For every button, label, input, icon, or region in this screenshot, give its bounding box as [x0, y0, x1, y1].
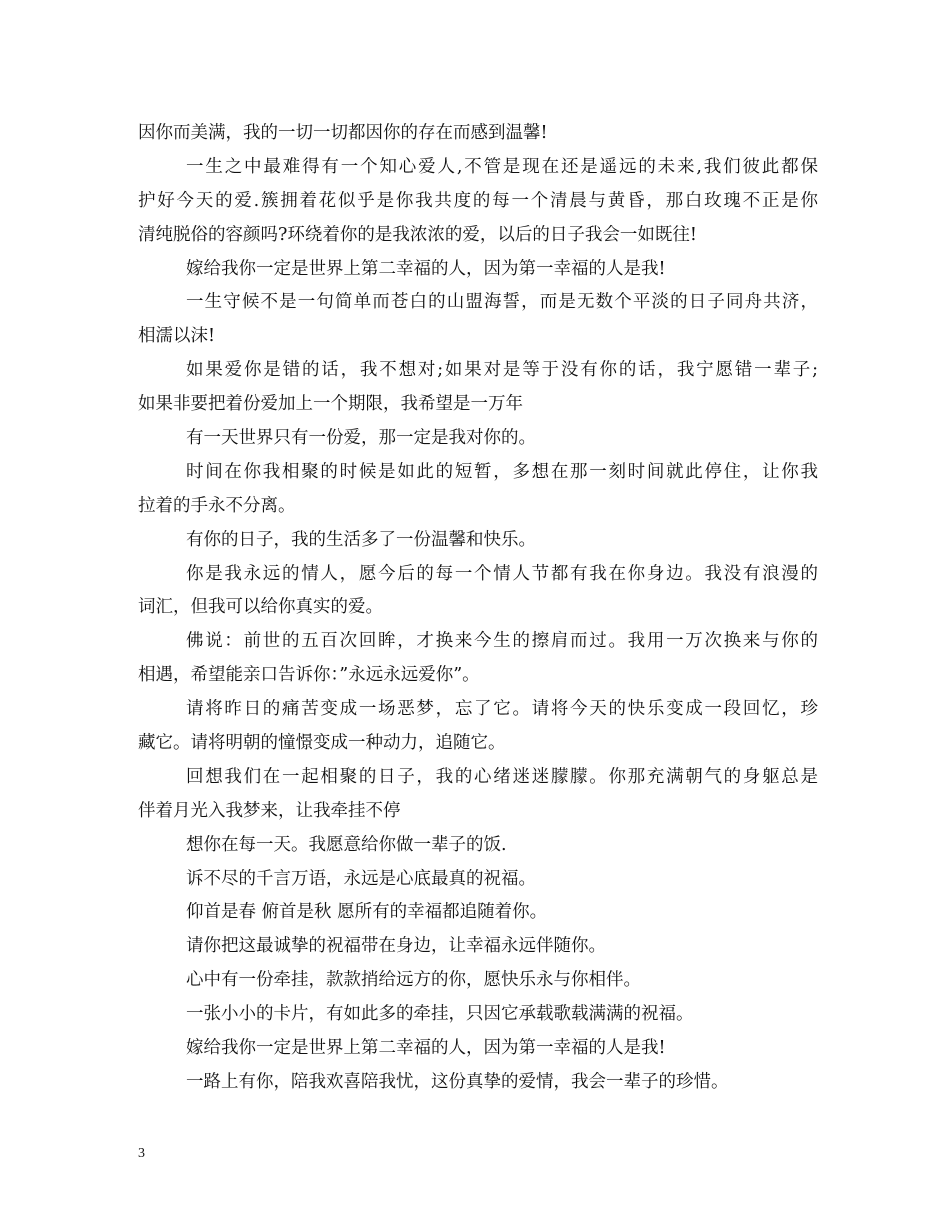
- text-line: 有一天世界只有一份爱，那一定是我对你的。: [186, 428, 536, 449]
- text-line: 有你的日子，我的生活多了一份温馨和快乐。: [186, 529, 536, 550]
- text-line: 清纯脱俗的容颜吗?环绕着你的是我浓浓的爱，以后的日子我会一如既往!: [138, 224, 697, 245]
- text-line: 护好今天的爱.簇拥着花似乎是你我共度的每一个清晨与黄昏，那白玫瑰不正是你: [138, 190, 818, 211]
- text-line: 佛说：前世的五百次回眸，才换来今生的擦肩而过。我用一万次换来与你的: [186, 631, 818, 652]
- text-line: 拉着的手永不分离。: [138, 495, 296, 516]
- text-line: 如果爱你是错的话，我不想对;如果对是等于没有你的话，我宁愿错一辈子;: [186, 360, 818, 381]
- text-line: 藏它。请将明朝的憧憬变成一种动力，追随它。: [138, 733, 506, 754]
- text-line: 一路上有你，陪我欢喜陪我忧，这份真挚的爱情，我会一辈子的珍惜。: [186, 1071, 729, 1092]
- text-line: 时间在你我相聚的时候是如此的短暂，多想在那一刻时间就此停住，让你我: [186, 461, 818, 482]
- text-line: 相遇，希望能亲口告诉你：”永远永远爱你”。: [138, 665, 480, 686]
- text-line: 回想我们在一起相聚的日子，我的心绪迷迷朦朦。你那充满朝气的身躯总是: [186, 766, 818, 787]
- text-line: 相濡以沫!: [138, 326, 216, 347]
- text-line: 一生之中最难得有一个知心爱人,不管是现在还是遥远的未来,我们彼此都保: [186, 156, 818, 177]
- text-line: 想你在每一天。我愿意给你做一辈子的饭.: [186, 834, 507, 855]
- text-line: 仰首是春 俯首是秋 愿所有的幸福都追随着你。: [186, 902, 548, 923]
- page-number: 3: [138, 1146, 145, 1161]
- text-line: 请将昨日的痛苦变成一场恶梦，忘了它。请将今天的快乐变成一段回忆，珍: [186, 699, 818, 720]
- text-line: 你是我永远的情人，愿今后的每一个情人节都有我在你身边。我没有浪漫的: [186, 563, 818, 584]
- text-line: 嫁给我你一定是世界上第二幸福的人，因为第一幸福的人是我!: [186, 258, 666, 279]
- text-line: 请你把这最诚挚的祝福带在身边，让幸福永远伴随你。: [186, 936, 606, 957]
- text-line: 嫁给我你一定是世界上第二幸福的人，因为第一幸福的人是我!: [186, 1038, 666, 1059]
- text-line: 诉不尽的千言万语，永远是心底最真的祝福。: [186, 868, 536, 889]
- document-body: [138, 117, 818, 1100]
- text-line: 心中有一份牵挂，款款捎给远方的你，愿快乐永与你相伴。: [186, 970, 641, 991]
- text-line: 伴着月光入我梦来，让我牵挂不停: [138, 800, 401, 821]
- text-line: 词汇，但我可以给你真实的爱。: [138, 597, 383, 618]
- text-line: 如果非要把着份爱加上一个期限，我希望是一万年: [138, 394, 523, 415]
- text-line: 因你而美满，我的一切一切都因你的存在而感到温馨!: [138, 123, 548, 143]
- text-line: 一生守候不是一句简单而苍白的山盟海誓，而是无数个平淡的日子同舟共济，: [186, 292, 818, 313]
- text-line: 一张小小的卡片，有如此多的牵挂，只因它承载歌载满满的祝福。: [186, 1004, 694, 1025]
